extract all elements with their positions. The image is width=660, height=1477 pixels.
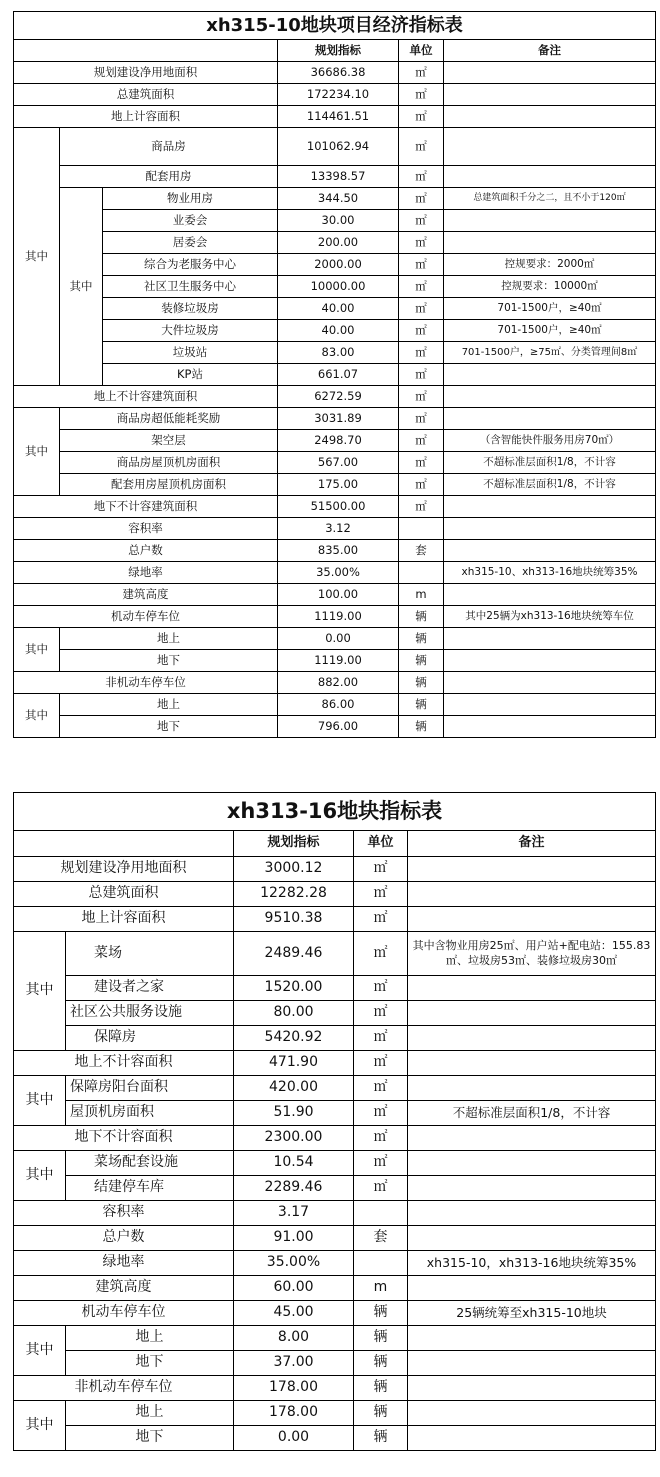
row-label: 绿地率: [14, 562, 278, 584]
row-unit: 辆: [354, 1301, 408, 1326]
table-row: [14, 1301, 656, 1326]
row-unit: ㎡: [354, 932, 408, 976]
row-value: 40.00: [278, 298, 399, 320]
row-note: [444, 694, 656, 716]
row-note: [444, 408, 656, 430]
row-note: [444, 210, 656, 232]
row-unit: 辆: [354, 1401, 408, 1426]
row-label: 屋顶机房面积: [66, 1101, 234, 1126]
table-row: [14, 1251, 656, 1276]
row-unit: ㎡: [399, 232, 444, 254]
row-value: 35.00%: [234, 1251, 354, 1276]
row-note: （含智能快件服务用房70㎡）: [444, 430, 656, 452]
row-label: 配套用房屋顶机房面积: [60, 474, 278, 496]
row-unit: ㎡: [354, 1076, 408, 1101]
table-row: [14, 650, 656, 672]
row-note: [444, 584, 656, 606]
row-value: 10.54: [234, 1151, 354, 1176]
row-unit: ㎡: [399, 106, 444, 128]
row-value: 882.00: [278, 672, 399, 694]
row-unit: ㎡: [399, 276, 444, 298]
row-note: 其中含物业用房25㎡、用户站+配电站：155.83㎡、垃圾房53㎡、装修垃圾房30㎡: [408, 932, 656, 976]
row-unit: [399, 518, 444, 540]
row-unit: 辆: [399, 606, 444, 628]
row-label: 绿地率: [14, 1251, 234, 1276]
row-label: 建设者之家: [66, 976, 234, 1001]
table-row: [14, 254, 656, 276]
table-row: [14, 166, 656, 188]
table-row: [14, 1101, 656, 1126]
row-value: 3.17: [234, 1201, 354, 1226]
row-value: 8.00: [234, 1326, 354, 1351]
row-value: 175.00: [278, 474, 399, 496]
row-unit: m: [399, 584, 444, 606]
row-unit: 辆: [354, 1351, 408, 1376]
header-plan-index: 规划指标: [234, 831, 354, 857]
row-unit: ㎡: [354, 976, 408, 1001]
row-value: 100.00: [278, 584, 399, 606]
row-value: 35.00%: [278, 562, 399, 584]
group-label-qizhong: 其中: [14, 1401, 66, 1451]
row-value: 83.00: [278, 342, 399, 364]
row-value: 5420.92: [234, 1026, 354, 1051]
row-note: 控规要求：10000㎡: [444, 276, 656, 298]
row-value: 3.12: [278, 518, 399, 540]
row-note: [408, 857, 656, 882]
row-value: 3031.89: [278, 408, 399, 430]
row-unit: ㎡: [354, 857, 408, 882]
row-value: 0.00: [278, 628, 399, 650]
table-row: [14, 364, 656, 386]
group-label-qizhong: 其中: [14, 408, 60, 496]
row-note: [444, 716, 656, 738]
header-plan-index: 规划指标: [278, 40, 399, 62]
row-value: 1119.00: [278, 606, 399, 628]
row-note: [444, 106, 656, 128]
row-unit: ㎡: [354, 1151, 408, 1176]
row-label: 地上: [66, 1401, 234, 1426]
row-unit: [354, 1251, 408, 1276]
table-row: [14, 1026, 656, 1051]
row-label: 架空层: [60, 430, 278, 452]
table-row: [14, 128, 656, 166]
table-row: [14, 276, 656, 298]
table-row: [14, 1401, 656, 1426]
row-note: [444, 232, 656, 254]
table-xh315-10: [13, 11, 656, 738]
row-unit: ㎡: [399, 210, 444, 232]
row-label: 总户数: [14, 1226, 234, 1251]
row-note: [408, 1151, 656, 1176]
table-row: [14, 1126, 656, 1151]
row-label: 结建停车库: [66, 1176, 234, 1201]
table-row: [14, 857, 656, 882]
row-unit: ㎡: [354, 1176, 408, 1201]
row-label: 建筑高度: [14, 584, 278, 606]
row-unit: ㎡: [354, 1026, 408, 1051]
row-label: 地上不计容建筑面积: [14, 386, 278, 408]
table-row: [14, 210, 656, 232]
row-unit: ㎡: [399, 62, 444, 84]
row-label: 商品房屋顶机房面积: [60, 452, 278, 474]
row-note: xh315-10、xh313-16地块统筹35%: [444, 562, 656, 584]
row-unit: ㎡: [354, 1051, 408, 1076]
row-note: 701-1500户，≥40㎡: [444, 298, 656, 320]
group-label-qizhong: 其中: [14, 128, 60, 386]
row-note: 701-1500户，≥40㎡: [444, 320, 656, 342]
table-row: [14, 474, 656, 496]
table-row: [14, 1001, 656, 1026]
header-blank: [14, 40, 278, 62]
row-note: [444, 62, 656, 84]
row-note: [408, 1026, 656, 1051]
row-label: 地上: [66, 1326, 234, 1351]
row-label: 地上: [60, 694, 278, 716]
row-note: [408, 1326, 656, 1351]
row-note: [444, 364, 656, 386]
row-value: 51500.00: [278, 496, 399, 518]
table-row: [14, 562, 656, 584]
row-note: 不超标准层面积1/8，不计容: [408, 1101, 656, 1126]
subgroup-label-qizhong: 其中: [60, 188, 103, 386]
row-note: [408, 1076, 656, 1101]
row-value: 2289.46: [234, 1176, 354, 1201]
row-note: xh315-10，xh313-16地块统筹35%: [408, 1251, 656, 1276]
row-label: 地下不计容面积: [14, 1126, 234, 1151]
table-row: [14, 408, 656, 430]
row-note: 其中25辆为xh313-16地块统筹车位: [444, 606, 656, 628]
row-note: 总建筑面积千分之二，且不小于120㎡: [444, 188, 656, 210]
header-unit: 单位: [399, 40, 444, 62]
table-row: [14, 232, 656, 254]
row-unit: ㎡: [399, 320, 444, 342]
table-title: xh315-10地块项目经济指标表: [14, 12, 656, 40]
row-note: [408, 1401, 656, 1426]
table-row: [14, 1226, 656, 1251]
row-note: [408, 1201, 656, 1226]
row-value: 2000.00: [278, 254, 399, 276]
row-note: [444, 496, 656, 518]
row-unit: ㎡: [354, 882, 408, 907]
row-label: 菜场配套设施: [66, 1151, 234, 1176]
table-row: [14, 452, 656, 474]
row-unit: ㎡: [399, 84, 444, 106]
row-unit: [354, 1201, 408, 1226]
row-unit: 辆: [399, 694, 444, 716]
row-value: 6272.59: [278, 386, 399, 408]
row-label: 总户数: [14, 540, 278, 562]
row-note: [444, 650, 656, 672]
row-label: 业委会: [103, 210, 278, 232]
row-value: 13398.57: [278, 166, 399, 188]
row-value: 80.00: [234, 1001, 354, 1026]
row-note: [444, 84, 656, 106]
row-value: 1119.00: [278, 650, 399, 672]
row-note: [408, 1276, 656, 1301]
row-note: [408, 1126, 656, 1151]
row-label: 建筑高度: [14, 1276, 234, 1301]
row-unit: ㎡: [399, 188, 444, 210]
table-row: [14, 672, 656, 694]
row-label: 地下: [66, 1351, 234, 1376]
row-note: [408, 882, 656, 907]
row-value: 2498.70: [278, 430, 399, 452]
row-label: 社区卫生服务中心: [103, 276, 278, 298]
row-label: 商品房: [60, 128, 278, 166]
group-label-qizhong: 其中: [14, 932, 66, 1051]
table-row: [14, 882, 656, 907]
row-value: 60.00: [234, 1276, 354, 1301]
row-value: 101062.94: [278, 128, 399, 166]
row-note: [444, 540, 656, 562]
row-note: 701-1500户，≥75㎡、分类管理间8㎡: [444, 342, 656, 364]
row-label: 垃圾站: [103, 342, 278, 364]
table-row: [14, 386, 656, 408]
row-unit: 辆: [399, 650, 444, 672]
row-unit: ㎡: [399, 254, 444, 276]
table-row: [14, 106, 656, 128]
row-label: 地下: [60, 650, 278, 672]
row-label: 物业用房: [103, 188, 278, 210]
row-value: 45.00: [234, 1301, 354, 1326]
row-unit: ㎡: [399, 128, 444, 166]
table-row: [14, 694, 656, 716]
row-note: [408, 1176, 656, 1201]
table-row: [14, 932, 656, 976]
row-value: 420.00: [234, 1076, 354, 1101]
row-label: 容积率: [14, 518, 278, 540]
table-row: [14, 1426, 656, 1451]
row-note: [408, 1001, 656, 1026]
row-label: 非机动车停车位: [14, 672, 278, 694]
row-unit: ㎡: [399, 298, 444, 320]
row-value: 1520.00: [234, 976, 354, 1001]
row-value: 178.00: [234, 1376, 354, 1401]
row-value: 30.00: [278, 210, 399, 232]
group-label-qizhong: 其中: [14, 1326, 66, 1376]
table-row: [14, 430, 656, 452]
row-note: [408, 1051, 656, 1076]
row-value: 344.50: [278, 188, 399, 210]
row-value: 471.90: [234, 1051, 354, 1076]
row-note: [408, 1376, 656, 1401]
row-note: [444, 518, 656, 540]
row-label: 地上: [60, 628, 278, 650]
row-unit: ㎡: [399, 496, 444, 518]
row-unit: ㎡: [399, 166, 444, 188]
table-row: [14, 1151, 656, 1176]
row-note: [444, 628, 656, 650]
row-value: 9510.38: [234, 907, 354, 932]
table-xh313-16: [13, 792, 656, 1451]
row-value: 796.00: [278, 716, 399, 738]
row-unit: 辆: [354, 1426, 408, 1451]
table-row: [14, 976, 656, 1001]
row-label: 地下: [60, 716, 278, 738]
group-label-qizhong: 其中: [14, 1151, 66, 1201]
row-unit: ㎡: [354, 1126, 408, 1151]
row-label: 机动车停车位: [14, 1301, 234, 1326]
row-value: 114461.51: [278, 106, 399, 128]
row-label: 地上不计容面积: [14, 1051, 234, 1076]
row-value: 37.00: [234, 1351, 354, 1376]
row-unit: 辆: [354, 1326, 408, 1351]
row-label: 非机动车停车位: [14, 1376, 234, 1401]
row-unit: 辆: [399, 716, 444, 738]
table-row: [14, 628, 656, 650]
row-unit: ㎡: [354, 1001, 408, 1026]
row-note: [444, 672, 656, 694]
header-unit: 单位: [354, 831, 408, 857]
row-label: 规划建设净用地面积: [14, 857, 234, 882]
row-unit: ㎡: [399, 342, 444, 364]
row-note: [444, 386, 656, 408]
table-title: xh313-16地块指标表: [14, 793, 656, 831]
row-label: 地上计容面积: [14, 907, 234, 932]
row-value: 12282.28: [234, 882, 354, 907]
row-unit: ㎡: [399, 430, 444, 452]
row-label: 地下: [66, 1426, 234, 1451]
row-label: 总建筑面积: [14, 882, 234, 907]
row-label: 机动车停车位: [14, 606, 278, 628]
row-value: 3000.12: [234, 857, 354, 882]
row-label: KP站: [103, 364, 278, 386]
row-unit: 辆: [354, 1376, 408, 1401]
table-row: [14, 342, 656, 364]
header-note: 备注: [444, 40, 656, 62]
row-value: 2489.46: [234, 932, 354, 976]
row-value: 178.00: [234, 1401, 354, 1426]
row-value: 10000.00: [278, 276, 399, 298]
row-label: 居委会: [103, 232, 278, 254]
row-label: 总建筑面积: [14, 84, 278, 106]
row-value: 36686.38: [278, 62, 399, 84]
row-unit: ㎡: [399, 474, 444, 496]
row-value: 51.90: [234, 1101, 354, 1126]
row-value: 835.00: [278, 540, 399, 562]
row-note: [408, 1226, 656, 1251]
row-unit: [399, 562, 444, 584]
row-value: 86.00: [278, 694, 399, 716]
table-row: [14, 540, 656, 562]
table-row: [14, 716, 656, 738]
row-label: 配套用房: [60, 166, 278, 188]
row-unit: ㎡: [354, 1101, 408, 1126]
row-note: [408, 976, 656, 1001]
table-row: [14, 907, 656, 932]
row-unit: 套: [354, 1226, 408, 1251]
table-row: [14, 1201, 656, 1226]
row-value: 567.00: [278, 452, 399, 474]
table-row: [14, 1176, 656, 1201]
row-label: 综合为老服务中心: [103, 254, 278, 276]
table-row: [14, 1326, 656, 1351]
row-label: 菜场: [66, 932, 234, 976]
row-label: 保障房阳台面积: [66, 1076, 234, 1101]
row-unit: m: [354, 1276, 408, 1301]
row-label: 社区公共服务设施: [66, 1001, 234, 1026]
row-unit: 辆: [399, 628, 444, 650]
row-note: [408, 907, 656, 932]
row-label: 大件垃圾房: [103, 320, 278, 342]
table-row: [14, 496, 656, 518]
row-unit: ㎡: [399, 386, 444, 408]
table-row: [14, 62, 656, 84]
row-note: 25辆统筹至xh315-10地块: [408, 1301, 656, 1326]
row-unit: 套: [399, 540, 444, 562]
row-label: 装修垃圾房: [103, 298, 278, 320]
table-row: [14, 606, 656, 628]
row-value: 91.00: [234, 1226, 354, 1251]
table-row: [14, 1076, 656, 1101]
row-unit: 辆: [399, 672, 444, 694]
table-row: [14, 1276, 656, 1301]
row-label: 容积率: [14, 1201, 234, 1226]
header-blank: [14, 831, 234, 857]
table-row: [14, 584, 656, 606]
row-value: 200.00: [278, 232, 399, 254]
row-note: [444, 128, 656, 166]
row-unit: ㎡: [399, 408, 444, 430]
row-note: 控规要求：2000㎡: [444, 254, 656, 276]
table-row: [14, 320, 656, 342]
header-note: 备注: [408, 831, 656, 857]
row-label: 商品房超低能耗奖励: [60, 408, 278, 430]
row-note: [444, 166, 656, 188]
table-row: [14, 298, 656, 320]
group-label-qizhong: 其中: [14, 1076, 66, 1126]
row-value: 0.00: [234, 1426, 354, 1451]
row-note: [408, 1351, 656, 1376]
table-row: [14, 518, 656, 540]
row-label: 地上计容面积: [14, 106, 278, 128]
group-label-qizhong: 其中: [14, 628, 60, 672]
row-value: 2300.00: [234, 1126, 354, 1151]
row-unit: ㎡: [399, 452, 444, 474]
table-row: [14, 1351, 656, 1376]
row-label: 规划建设净用地面积: [14, 62, 278, 84]
row-unit: ㎡: [399, 364, 444, 386]
table-row: [14, 1376, 656, 1401]
row-value: 172234.10: [278, 84, 399, 106]
table-row: [14, 188, 656, 210]
row-value: 661.07: [278, 364, 399, 386]
row-note: [408, 1426, 656, 1451]
row-unit: ㎡: [354, 907, 408, 932]
table-row: [14, 1051, 656, 1076]
row-note: 不超标准层面积1/8，不计容: [444, 452, 656, 474]
row-value: 40.00: [278, 320, 399, 342]
row-label: 保障房: [66, 1026, 234, 1051]
row-note: 不超标准层面积1/8，不计容: [444, 474, 656, 496]
row-label: 地下不计容建筑面积: [14, 496, 278, 518]
group-label-qizhong: 其中: [14, 694, 60, 738]
table-row: [14, 84, 656, 106]
